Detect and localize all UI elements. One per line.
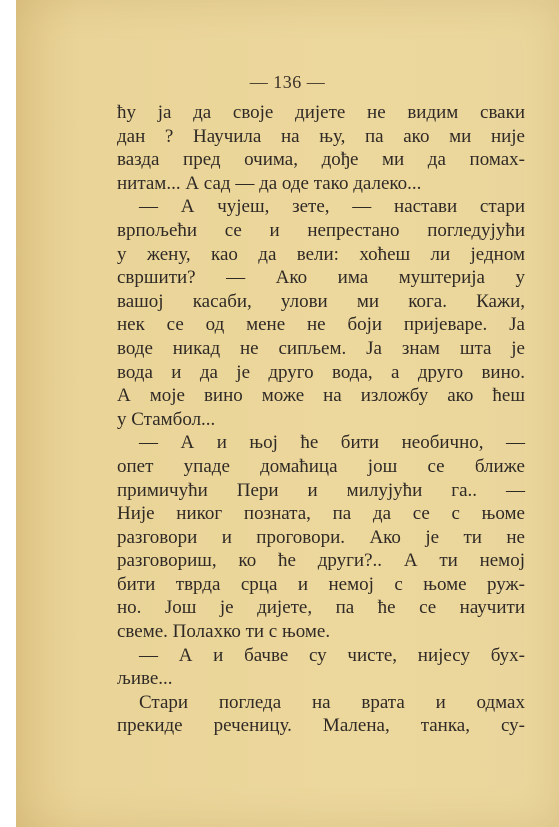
text-line: но. Још је дијете, па ће се научити: [117, 597, 525, 619]
book-page: [16, 0, 559, 827]
text-line: ћу ја да своје дијете не видим сваки: [117, 102, 525, 123]
text-line: Стари погледа на врата и одмах: [139, 691, 525, 713]
text-line: нитам... А сад — да оде тако далеко...: [117, 172, 422, 194]
text-line: врпољећи се и непрестано погледујући: [117, 219, 525, 241]
text-line: у Стамбол...: [117, 408, 216, 430]
text-line: нек се од мене не боји пријеваре. Ја: [117, 314, 525, 336]
text-line: вашој касаби, улови ми кога. Кажи,: [117, 290, 525, 312]
text-line: прекиде реченицу. Малена, танка, су-: [117, 715, 525, 737]
page-number: — 136 —: [249, 72, 326, 92]
text-line: вазда пред очима, дође ми да помах-: [117, 149, 525, 171]
text-line: Није никог позната, па да се с њоме: [117, 503, 525, 525]
text-line: љиве...: [117, 668, 173, 690]
text-line: примичући Пери и милујући га.. —: [117, 479, 525, 501]
text-line: разговориш, ко ће други?.. А ти немој: [117, 550, 525, 572]
text-line: опет упаде домаћица још се ближе: [117, 455, 525, 477]
text-line: А моје вино може на изложбу ако ћеш: [117, 385, 525, 407]
text-line: воде никад не сипљем. Ја знам шта је: [117, 337, 525, 359]
text-line: — А чујеш, зете, — настави стари: [139, 196, 525, 218]
text-line: — А и бачве су чисте, нијесу бух-: [139, 644, 525, 666]
text-line: дан ? Научила на њу, па ако ми није: [117, 125, 525, 147]
body-text: [117, 101, 525, 738]
text-line: свршити? — Ако има муштерија у: [117, 267, 525, 289]
text-line: — А и њој ће бити необично, —: [139, 432, 525, 454]
text-line: бити тврда срца и немој с њоме руж-: [117, 573, 525, 595]
text-line: свеме. Полахко ти с њоме.: [117, 621, 331, 643]
text-line: вода и да је друго вода, а друго вино.: [117, 361, 525, 383]
text-line: разговори и проговори. Ако је ти не: [117, 526, 525, 548]
text-line: у жену, као да вели: хоћеш ли једном: [117, 243, 525, 265]
